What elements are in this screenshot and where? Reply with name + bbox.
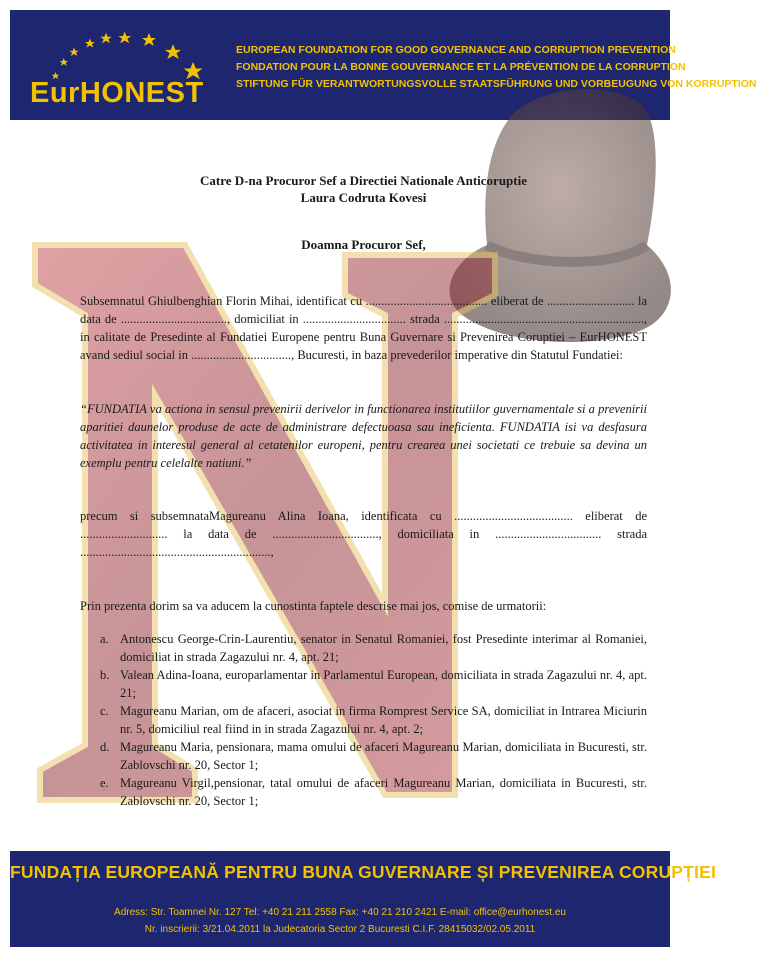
list-item-label: e. [100,776,109,790]
paragraph-introduction: Prin prezenta dorim sa va aducem la cunostinta faptele descrise mai jos, comise de urmatorii: [80,599,547,613]
list-item [80,702,647,738]
list-item-label: d. [100,740,110,754]
list-item-label: c. [100,704,109,718]
persons-list [80,630,647,810]
tagline-german: STIFTUNG FÜR VERANTWORTUNGSVOLLE STAATSFÜHRUNG UND VORBEUGUNG VON KORRUPTION [236,78,757,90]
list-item [80,666,647,702]
list-item [80,630,647,666]
logo-text: EurHONEST [30,77,204,109]
list-item-label: a. [100,632,109,646]
list-item-text: Magureanu Virgil,pensionar, tatal omului de afaceri Magureanu Marian, domiciliata in Bucuresti, str. Zablovschi nr. 20, Sector 1; [120,776,647,808]
addressee-line-1: Catre D-na Procuror Sef a Directiei Nationale Anticoruptie [200,173,527,188]
list-item-text: Antonescu George-Crin-Laurentiu, senator in Senatul Romaniei, fost Presedinte interimar al Romaniei, domiciliat in strada Zagazului nr. 4, apt. 21; [120,632,647,664]
list-item-text: Magureanu Maria, pensionara, mama omului de afaceri Magureanu Marian, domiciliata in Bucuresti, str. Zablovschi nr. 20, Sector 1; [120,740,647,772]
list-item-label: b. [100,668,110,682]
paragraph-signatory-2: precum si subsemnataMagureanu Alina Ioana, identificata cu ...................................... eliberat de ............................ la data de .................................., domiciliata in .................................. strada ............................................................., [80,509,647,559]
salutation: Doamna Procuror Sef, [301,237,426,252]
list-item [80,738,647,774]
list-item-text: Valean Adina-Ioana, europarlamentar in Parlamentul European, domiciliata in strada Zagazului nr. 4, apt. 21; [120,668,647,700]
paragraph-signatory-1: Subsemnatul Ghiulbenghian Florin Mihai, identificat cu ....................................... eliberat de ............................ la data de .................................., domiciliat in ................................. strada ................................................................, in calitate de Presedinte al Fundatiei Europene pentru Buna Guvernare si Prevenirea Coruptiei – EurHONEST avand sediul social in ................................, Bucuresti, in baza prevederilor imperative din Statutul Fundatiei: [80,294,647,362]
footer-title: FUNDAȚIA EUROPEANĂ PENTRU BUNA GUVERNARE ȘI PREVENIREA CORUPȚIEI [10,862,717,882]
tagline-english: EUROPEAN FOUNDATION FOR GOOD GOVERNANCE AND CORRUPTION PREVENTION [236,44,676,56]
statute-quote: “FUNDATIA va actiona in sensul prevenirii derivelor in functionarea institutiilor guvernamentale si a prevenirii aparitiei daunelor produse de acte de administrare defectuoasa sau ineficienta. FUNDATIA isi va desfasura activitatea in interesul general al cetatenilor europeni, pentru crearea unei societati ce trebuie sa devina un exemplu pentru celelalte natiuni.” [80,402,647,470]
addressee-line-2: Laura Codruta Kovesi [300,190,427,205]
footer-contact-line: Adress: Str. Toamnei Nr. 127 Tel: +40 21 211 2558 Fax: +40 21 210 2421 E-mail: office@eurhonest.eu [114,907,566,918]
addressee [80,172,647,206]
list-item-text: Magureanu Marian, om de afaceri, asociat in firma Romprest Service SA, domiciliat in Intrarea Miciurin nr. 5, domiciliul real fiind in in strada Zagazului nr. 4, apt. 2; [120,704,647,736]
footer-registration-line: Nr. inscrierii: 3/21.04.2011 la Judecatoria Sector 2 Bucuresti C.I.F. 28415032/02.05.2011 [144,924,536,935]
footer-banner [10,851,717,947]
list-item [80,774,647,810]
tagline-french: FONDATION POUR LA BONNE GOUVERNANCE ET LA PRÉVENTION DE LA CORRUPTION [236,61,686,73]
